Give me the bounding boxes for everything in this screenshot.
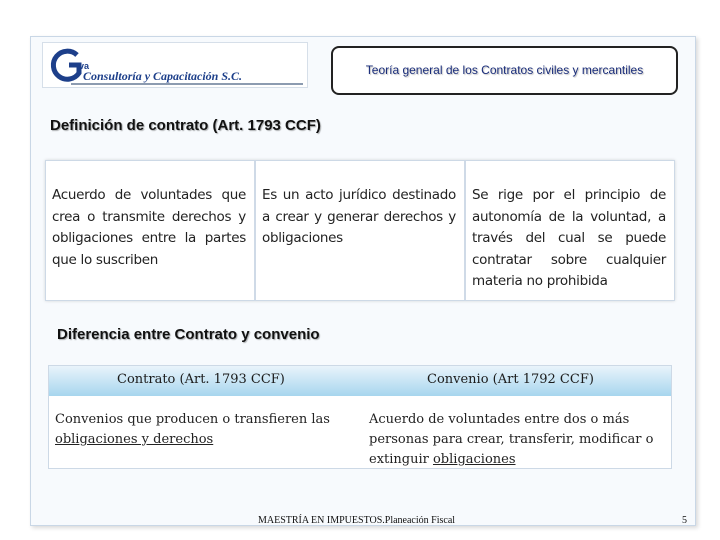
comparison-heading: Diferencia entre Contrato y convenio: [57, 326, 320, 343]
footer-text: MAESTRÍA EN IMPUESTOS.Planeación Fiscal: [258, 515, 456, 526]
contrato-underlined-text: obligaciones y derechos: [55, 432, 214, 447]
convenio-text: Acuerdo de voluntades entre dos o más personas para crear, transferir, modificar o extinguir: [369, 412, 654, 467]
comparison-table: [48, 365, 672, 469]
contrato-column-header: Contrato (Art. 1793 CCF): [117, 372, 285, 387]
logo-subtext: va: [79, 61, 90, 71]
convenio-underlined-text: obligaciones: [432, 452, 516, 467]
contrato-text: Convenios que producen o transfieren las: [55, 412, 330, 427]
logo-rule: [71, 83, 303, 85]
definition-cell: Es un acto jurídico destinado a crear y generar derechos y obligaciones: [254, 161, 464, 300]
convenio-cell: [369, 410, 669, 470]
company-logo: [42, 42, 308, 88]
contrato-cell: [55, 410, 355, 450]
comparison-header-row: [49, 366, 671, 396]
logo-name: Consultoría y Capacitación S.C.: [83, 69, 243, 83]
definition-cell: Acuerdo de voluntades que crea o transmite derechos y obligaciones entre la partes que lo suscriben: [52, 187, 246, 268]
convenio-column-header: Convenio (Art 1792 CCF): [427, 372, 594, 387]
definition-cell: Se rige por el principio de autonomía de la voluntad, a través del cual se puede contratar sobre cualquier materia no prohibida: [464, 161, 674, 300]
page-number: 5: [682, 515, 687, 526]
definition-heading: Definición de contrato (Art. 1793 CCF): [50, 117, 321, 134]
definition-table: [45, 160, 675, 301]
page-title: Teoría general de los Contratos civiles y mercantiles: [331, 46, 678, 95]
